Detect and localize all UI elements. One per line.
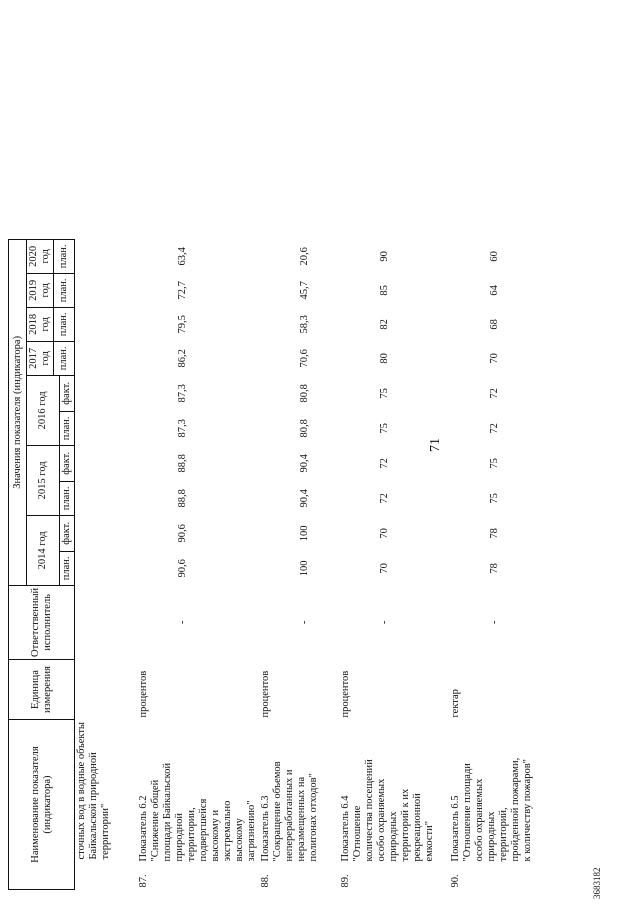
- value-cell: 90,6: [176, 524, 188, 543]
- header-2020-plan: план.: [54, 239, 75, 273]
- unit-cell: процентов: [259, 670, 271, 718]
- value-cell: 90,4: [298, 489, 310, 508]
- indicator-table: [8, 239, 559, 890]
- header-2017: 2017 год: [27, 341, 54, 375]
- page-number: 71: [428, 438, 443, 452]
- header-2014-plan: план.: [60, 551, 75, 585]
- value-cell: 75: [378, 388, 390, 399]
- executor-cell: -: [298, 620, 310, 625]
- header-2016: 2016 год: [27, 375, 60, 445]
- unit-cell: процентов: [137, 670, 149, 718]
- value-cell: 63,4: [176, 247, 188, 266]
- value-cell: 85: [378, 285, 390, 296]
- row-number: 89.: [339, 874, 351, 888]
- indicator-name: Показатель 6.4 "Отношение количества посещений особо охраняемых природных территорий к их рекреационной емкости": [339, 759, 435, 862]
- header-2019-plan: план.: [54, 273, 75, 307]
- value-cell: 79,5: [176, 315, 188, 334]
- value-cell: 78: [488, 563, 500, 574]
- header-2017-plan: план.: [54, 341, 75, 375]
- table-row: [339, 239, 449, 889]
- header-unit: Единица измерения: [9, 660, 75, 720]
- value-cell: 20,6: [298, 247, 310, 266]
- indicator-name: Показатель 6.3 "Сокращение объемов непереработанных и неразмещенных на полигонах отходов": [259, 761, 319, 862]
- header-2014-fact: факт.: [60, 515, 75, 551]
- header-2016-plan: план.: [60, 411, 75, 445]
- table-row: [137, 239, 259, 889]
- header-2014: 2014 год: [27, 515, 60, 585]
- table-row: [259, 239, 339, 889]
- value-cell: 87,3: [176, 384, 188, 403]
- row-number: 87.: [137, 874, 149, 888]
- header-2016-fact: факт.: [60, 375, 75, 411]
- value-cell: 75: [488, 458, 500, 469]
- indicator-name-cell: [449, 720, 559, 890]
- value-cell: 70: [378, 563, 390, 574]
- executor-cell: -: [378, 620, 390, 625]
- value-cell: 82: [378, 319, 390, 330]
- row-number: 90.: [449, 874, 461, 888]
- indicator-name-cell: [259, 720, 339, 890]
- header-2015-fact: факт.: [60, 445, 75, 481]
- value-cell: 70,6: [298, 349, 310, 368]
- value-cell: 64: [488, 285, 500, 296]
- header-executor: Ответственный исполнитель: [9, 585, 75, 659]
- value-cell: 70: [488, 353, 500, 364]
- value-cell: 75: [488, 493, 500, 504]
- indicator-name: Показатель 6.5 "Отношение площади особо охраняемых природных территорий, пройденной пожарами, к количеству пожаров": [449, 757, 533, 862]
- value-cell: 90,6: [176, 559, 188, 578]
- value-cell: 70: [378, 528, 390, 539]
- value-cell: 100: [298, 525, 310, 542]
- value-cell: 86,2: [176, 349, 188, 368]
- unit-cell: процентов: [339, 670, 351, 718]
- header-2015: 2015 год: [27, 445, 60, 515]
- value-cell: 72: [378, 493, 390, 504]
- value-cell: 60: [488, 251, 500, 262]
- value-cell: 80,8: [298, 384, 310, 403]
- indicator-name-cell: [137, 720, 259, 890]
- value-cell: 72: [488, 423, 500, 434]
- table-row: [449, 239, 559, 889]
- header-2020: 2020 год: [27, 239, 54, 273]
- value-cell: 72: [378, 458, 390, 469]
- value-cell: 78: [488, 528, 500, 539]
- header-2019: 2019 год: [27, 273, 54, 307]
- value-cell: 90,4: [298, 454, 310, 473]
- value-cell: 72,7: [176, 281, 188, 300]
- value-cell: 80,8: [298, 419, 310, 438]
- value-cell: 87,3: [176, 419, 188, 438]
- value-cell: 45,7: [298, 281, 310, 300]
- header-2015-plan: план.: [60, 481, 75, 515]
- executor-cell: -: [488, 620, 500, 625]
- executor-cell: -: [176, 620, 188, 625]
- header-2018: 2018 год: [27, 307, 54, 341]
- value-cell: 72: [488, 388, 500, 399]
- indicator-name-cell: [339, 720, 449, 890]
- value-cell: 88,8: [176, 454, 188, 473]
- value-cell: 88,8: [176, 489, 188, 508]
- value-cell: 100: [298, 560, 310, 577]
- unit-cell: гектар: [449, 689, 461, 718]
- value-cell: 90: [378, 251, 390, 262]
- indicator-name: Показатель 6.2 "Снижение общей площади Байкальской природной территории, подвергшейся высокому и экстремально высокому загрязнению": [137, 762, 257, 862]
- continuation-text: сточных вод в водные объекты Байкальской природной территории": [76, 722, 111, 860]
- value-cell: 75: [378, 423, 390, 434]
- value-cell: 58,3: [298, 315, 310, 334]
- header-values: Значения показателя (индикатора): [9, 239, 27, 585]
- value-cell: 80: [378, 353, 390, 364]
- row-number: 88.: [259, 874, 271, 888]
- header-2018-plan: план.: [54, 307, 75, 341]
- value-cell: 68: [488, 319, 500, 330]
- document-id: 3683182: [592, 867, 602, 899]
- header-name: Наименование показателя (индикатора): [9, 720, 75, 890]
